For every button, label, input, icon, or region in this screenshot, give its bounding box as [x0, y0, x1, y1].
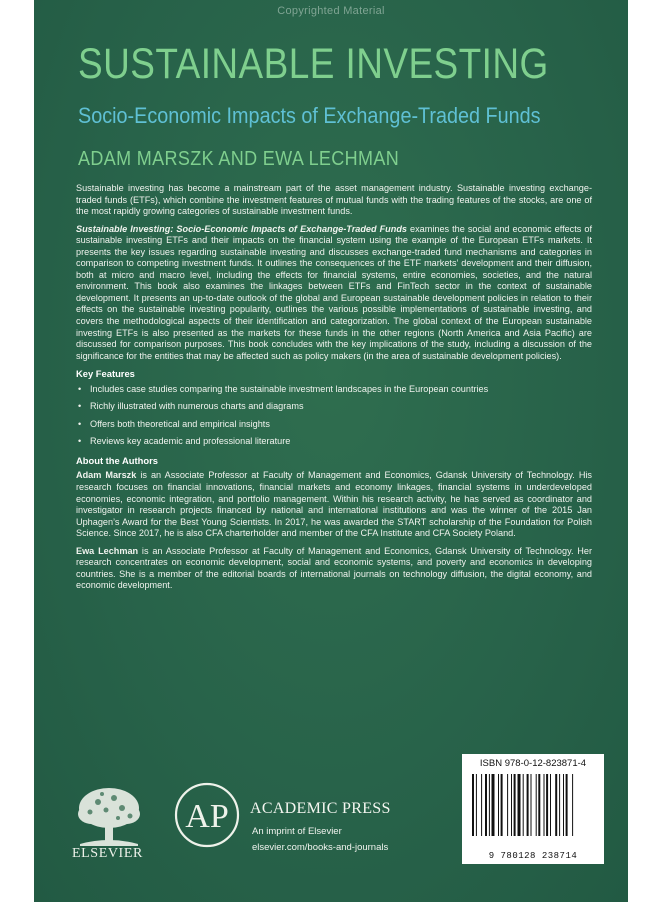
- key-features-list: [76, 384, 592, 448]
- publisher-name: ACADEMIC PRESS: [250, 800, 391, 817]
- book-subtitle: Socio-Economic Impacts of Exchange-Traded Funds: [78, 103, 541, 128]
- feature-item: • Offers both theoretical and empirical insights: [76, 419, 592, 431]
- watermark: Copyrighted Material: [277, 5, 385, 17]
- publisher-url: elsevier.com/books-and-journals: [252, 842, 389, 853]
- book-back-cover: [34, 0, 628, 902]
- barcode-number: 9 780128 238714: [488, 851, 578, 861]
- author-name: Adam Marszk: [76, 470, 137, 481]
- about-authors-heading: About the Authors: [76, 454, 158, 466]
- ap-monogram: AP: [185, 798, 229, 835]
- isbn-number: ISBN 978-0-12-823871-4: [479, 758, 587, 769]
- intro-paragraph: Sustainable investing has become a mainstream part of the asset management industry. Sustainable investing exchange-traded funds (ETFs), which combine the investment features of mutual funds with the trading features of the stocks, are one of the most rapidly growing categories of sustainable investment funds.: [76, 183, 592, 217]
- author-bio-text: is an Associate Professor at Faculty of Management and Economics, Gdansk University of Technology. His research focuses on financial innovations, financial markets and economy linkages, financial systems in underdeveloped economies, economic integration, and portfolio management. Within his research activity, he has served as coordinator and investigator in research projects financed by national and international institutions and was the winner of the 2015 Jan Uphagen’s Award for the Best Young Scientists. In 2017, he was awarded the START scholarship of the Foundation for Polish Science. Since 2017, he is also CFA charterholder and member of the CFA Institute and CFA Society Poland.: [76, 470, 592, 539]
- isbn-barcode: [462, 754, 604, 864]
- book-title: SUSTAINABLE INVESTING: [78, 40, 549, 88]
- feature-item: • Reviews key academic and professional literature: [76, 436, 592, 448]
- publisher-imprint: An imprint of Elsevier: [252, 826, 342, 837]
- blurb: [76, 183, 592, 598]
- academic-press-logo-icon: [172, 780, 242, 850]
- feature-item: • Includes case studies comparing the sustainable investment landscapes in the European countries: [76, 384, 592, 396]
- description-text: examines the social and economic effects of sustainable investing ETFs and their impacts on the financial system using the example of the European ETFs markets. It presents the key issues regarding sustainable investing and discusses exchange-traded fund mechanisms and categories in comparison to competing investment funds. It outlines the consequences of the ETF markets’ development and their diffusion, both at micro and macro level, including the effects for financial systems, entire economies, societies, and the natural environment. This book also examines the linkages between ETFs and FinTech sector in the context of sustainable development. It presents an up-to-date outlook of the global and European sustainable development policies in relation to their effects on the sustainable investing popularity, outlines the various possible implementations of sustainable investing, and covers the methodological aspects of their identification and categorization. The global context of the European sustainable investing ETFs is also presented as the markets for these funds in the other regions (North America and Asia Pacific) are discussed for comparison purposes. This book concludes with the key implications of the study, including a discussion of the significance for the entities that may be affected such as policy makers (in the area of sustainable development policies).: [76, 223, 593, 361]
- book-authors: ADAM MARSZK AND EWA LECHMAN: [78, 148, 400, 170]
- author-bio-text: is an Associate Professor at Faculty of Management and Economics, Gdansk University of Technology. Her research concentrates on economic development, social and economic systems, and poverty and economics in developing countries. She is a member of the editorial boards of international journals on technology diffusion, the digital economy, and economic development.: [76, 545, 592, 591]
- description-paragraph: [76, 224, 592, 363]
- barcode-icon: [472, 774, 598, 846]
- elsevier-wordmark: ELSEVIER: [72, 846, 143, 861]
- author-bio-marszk: [76, 470, 592, 539]
- feature-item: • Richly illustrated with numerous charts and diagrams: [76, 401, 592, 413]
- key-features-heading: Key Features: [76, 368, 135, 380]
- description-book-title: Sustainable Investing: Socio-Economic Impacts of Exchange-Traded Funds: [76, 223, 407, 234]
- author-bio-lechman: [76, 546, 592, 592]
- author-name: Ewa Lechman: [76, 545, 139, 556]
